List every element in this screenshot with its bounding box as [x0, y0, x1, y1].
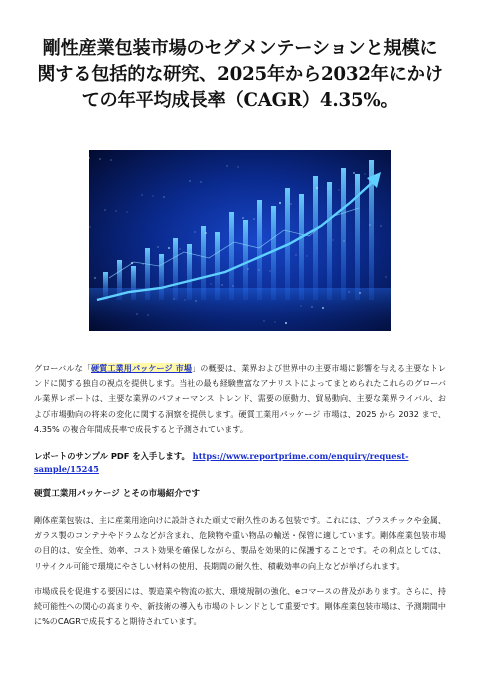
hero-sparkle [110, 159, 111, 160]
sample-request-link[interactable]: https://www.reportprime.com/enquiry/request-sample/15245 [34, 451, 409, 474]
hero-sparkle [136, 313, 137, 314]
hero-sparkle [173, 298, 174, 299]
hero-sparkle [200, 181, 201, 182]
hero-sparkle [290, 203, 291, 204]
hero-sparkle [306, 255, 307, 256]
hero-sparkle [247, 268, 248, 269]
hero-sparkle [179, 248, 180, 249]
hero-sparkle [274, 321, 275, 322]
hero-sparkle [163, 196, 164, 197]
hero-sparkle [89, 226, 90, 227]
hero-sparkle [226, 165, 227, 166]
hero-sparkle [131, 262, 133, 264]
hero-sparkle [232, 285, 233, 286]
hero-sparkle [253, 218, 254, 219]
hero-sparkle [279, 202, 281, 204]
hero-sparkle [210, 283, 211, 284]
hero-sparkle [194, 231, 195, 232]
product-link[interactable]: 硬質工業用パッケージ 市場 [90, 363, 193, 373]
hero-bar [341, 168, 346, 300]
intro-text-before: グローバルな「 [34, 363, 91, 373]
hero-sparkle [189, 180, 190, 181]
hero-sparkle [152, 195, 153, 196]
hero-bar [327, 182, 332, 300]
hero-sparkle [99, 158, 100, 159]
hero-sparkle [369, 224, 370, 225]
hero-bar [313, 176, 318, 300]
hero-sparkle [385, 276, 386, 277]
hero-sparkle [300, 305, 301, 306]
hero-bar [271, 206, 276, 300]
hero-sparkle [115, 210, 116, 211]
sample-request [34, 450, 446, 475]
hero-sparkle [348, 291, 349, 292]
hero-sparkle [359, 292, 361, 294]
hero-sparkle [380, 225, 381, 226]
growth-drivers-paragraph: 市場成長を促進する要因には、製造業や物流の拡大、環境規制の強化、eコマースの普及があります。さらに、持続可能性への関心の高まりや、新技術の導入も市場のトレンドとして重要です。剛体産業包装市場は、予測期間中に%のCAGRで成長すると期待されています。 [34, 585, 446, 627]
section-heading: 硬質工業用パッケージ とその市場紹介です [34, 489, 201, 500]
hero-sparkle [285, 322, 287, 324]
hero-sparkle [147, 314, 148, 315]
intro-paragraph [34, 361, 446, 437]
hero-sparkle [375, 174, 376, 175]
hero-sparkle [242, 217, 244, 219]
hero-sparkle [311, 306, 312, 307]
market-description-paragraph: 剛体産業包装は、主に産業用途向けに設計された頑丈で耐久性のある包装です。これには、プラスチックや金属、ガラス製のコンテナやドラムなどが含まれ、危険物や重い物品の輸送・保管に適しています。剛体産業包装市場の目的は、安全性、効率、コスト効果を確保しながら、製品を効果的に保護することです。その利点としては、リサイクル可能で環境にやさしい材料の使用、長期間の耐久性、積載効率の向上などが挙げられます。 [34, 515, 446, 571]
hero-sparkle [316, 187, 318, 189]
hero-sparkle [364, 173, 365, 174]
hero-sparkle [120, 261, 121, 262]
hero-growth-chart-image [89, 150, 391, 331]
hero-sparkle [327, 188, 328, 189]
hero-sparkle [157, 246, 158, 247]
hero-sparkle [338, 189, 339, 190]
hero-sparkle [332, 239, 333, 240]
hero-sparkle [237, 166, 238, 167]
document-title: 剛性産業包装市場のセグメンテーションと規模に関する包括的な研究、2025年から2032年にかけての年平均成長率（CAGR）4.35%。 [37, 38, 443, 111]
hero-bar [257, 200, 262, 300]
hero-sparkle [258, 269, 259, 270]
hero-sparkle [94, 277, 96, 279]
hero-sparkle [205, 232, 207, 234]
sample-label: レポートのサンプル PDF を入手します。 [34, 451, 190, 462]
hero-sparkle [142, 263, 143, 264]
hero-sparkle [104, 209, 105, 210]
hero-sparkle [343, 240, 344, 241]
hero-sparkle [168, 247, 170, 249]
hero-bar [299, 194, 304, 300]
hero-sparkle [221, 284, 222, 285]
hero-sparkle [269, 270, 270, 271]
hero-sparkle [322, 307, 324, 309]
hero-sparkle [141, 194, 142, 195]
hero-sparkle [184, 299, 185, 300]
intro-text-after: 」の概要は、業界および世界中の主要市場に影響を与える主要なトレンドに関する独自の視点を提供します。当社の最も経験豊富なアナリストによってまとめられたこれらのグローバル業界レポートは、主要な業界のパフォーマンス トレンド、需要の原動力、貿易動向、主要な業界ライバル、および市場動向の将来の変化に関する洞察を提供します。硬質工業用パッケージ 市場は、2025 から 2032 まで、4.35% の複合年間成長率で成長すると予測されています。 [34, 363, 446, 434]
hero-sparkle [263, 320, 264, 321]
hero-sparkle [216, 233, 217, 234]
hero-sparkle [126, 211, 127, 212]
hero-sparkle [295, 254, 296, 255]
hero-sparkle [353, 172, 355, 174]
hero-sparkle [195, 300, 196, 301]
hero-bar [229, 212, 234, 300]
